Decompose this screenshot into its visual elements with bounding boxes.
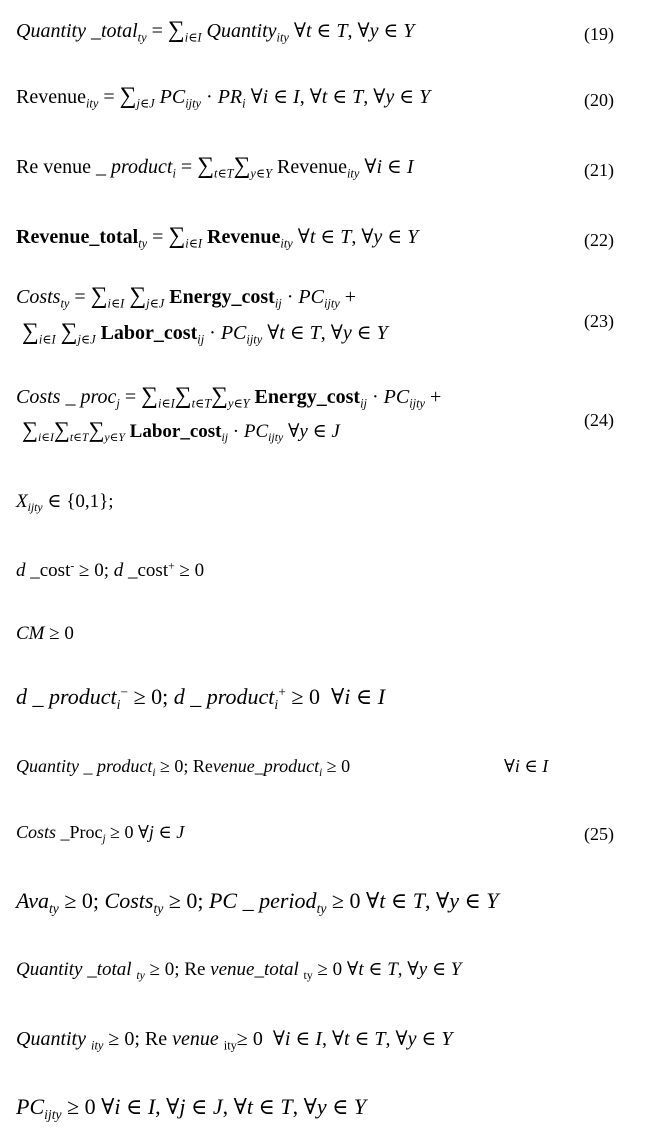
- equation-number-25: (25): [584, 824, 614, 844]
- equation-number-20: (20): [584, 90, 614, 110]
- constraint-d-cost: d _cost- ≥ 0; d _cost+ ≥ 0: [16, 559, 205, 581]
- equation-21: Re venue _ product$_i$ = $\sum_{t\in T}\sum_{y\in Y}$ Revenue$_{ity}$ ∀i ∈ I: [16, 153, 414, 181]
- constraint-quantity-revenue-product: Quantity _ product$_i$ ≥ 0; Revenue_product$_i$ ≥ 0: [16, 756, 351, 779]
- constraint-x-binary: $X_{ijty}$ ∈ {0,1};: [16, 491, 114, 515]
- constraint-cm: CM ≥ 0: [16, 623, 74, 644]
- equation-number-21: (21): [584, 160, 614, 180]
- equation-number-22: (22): [584, 230, 614, 250]
- equation-22: Revenue_total$_{ty}$ = $\sum_{i\in I}$ Revenue$_{ity}$ ∀t ∈ T, ∀y ∈ Y: [16, 223, 419, 251]
- equation-24-line-1: Costs _ proc$_j$ = $\sum_{i\in I}\sum_{t\in T}\sum_{y\in Y}$ Energy_cost$_{ij}$ · $PC_{ijty}$ +: [16, 383, 442, 411]
- equation-24-line-2: $\sum_{i\in I}\sum_{t\in T}\sum_{y\in Y}$ Labor_cost$_{ij}$ · $PC_{ijty}$ ∀y ∈ J: [22, 417, 340, 445]
- equation-23-line-2: $\sum_{i\in I}$ $\sum_{j\in J}$ Labor_cost$_{ij}$ · $PC_{ijty}$ ∀t ∈ T, ∀y ∈ Y: [22, 319, 388, 347]
- equation-23-line-1: Costs$_{ty}$ = $\sum_{i\in I}$ $\sum_{j\in J}$ Energy_cost$_{ij}$ · $PC_{ijty}$ +: [16, 283, 357, 311]
- constraint-quantity-revenue-total: Quantity _total $_{ty}$ ≥ 0; Re venue_total $_{ty}$ ≥ 0 ∀t ∈ T, ∀y ∈ Y: [16, 959, 462, 983]
- constraint-costs-proc: Costs _Proc$_j$ ≥ 0 ∀j ∈ J: [16, 822, 185, 845]
- equation-number-23: (23): [584, 311, 614, 331]
- constraint-d-product: d _ product$_i$− ≥ 0; d _ product$_i$+ ≥ 0 ∀i ∈ I: [16, 684, 386, 712]
- equation-19: Quantity _total$_{ty}$ = $\sum_{i\in I}$ Quantity$_{ity}$ ∀t ∈ T, ∀y ∈ Y: [16, 17, 415, 45]
- constraint-forall-i: ∀i ∈ I: [504, 756, 549, 776]
- equation-20: Revenue$_{ity}$ = $\sum_{j\in J}$ $PC_{ijty} \cdot PR_i$ ∀i ∈ I, ∀t ∈ T, ∀y ∈ Y: [16, 83, 431, 111]
- equation-number-19: (19): [584, 24, 614, 44]
- constraint-ava-costs-pc-period: Ava$_{ty}$ ≥ 0; Costs$_{ty}$ ≥ 0; PC _ period$_{ty}$ ≥ 0 ∀t ∈ T, ∀y ∈ Y: [16, 888, 499, 916]
- constraint-pc-ijty: $PC_{ijty} \ge 0$ ∀i ∈ I, ∀j ∈ J, ∀t ∈ T, ∀y ∈ Y: [16, 1094, 367, 1122]
- equation-number-24: (24): [584, 410, 614, 430]
- constraint-quantity-revenue-ity: Quantity $_{ity}$ ≥ 0; Re venue $_{ity}$≥ 0 ∀i ∈ I, ∀t ∈ T, ∀y ∈ Y: [16, 1028, 453, 1053]
